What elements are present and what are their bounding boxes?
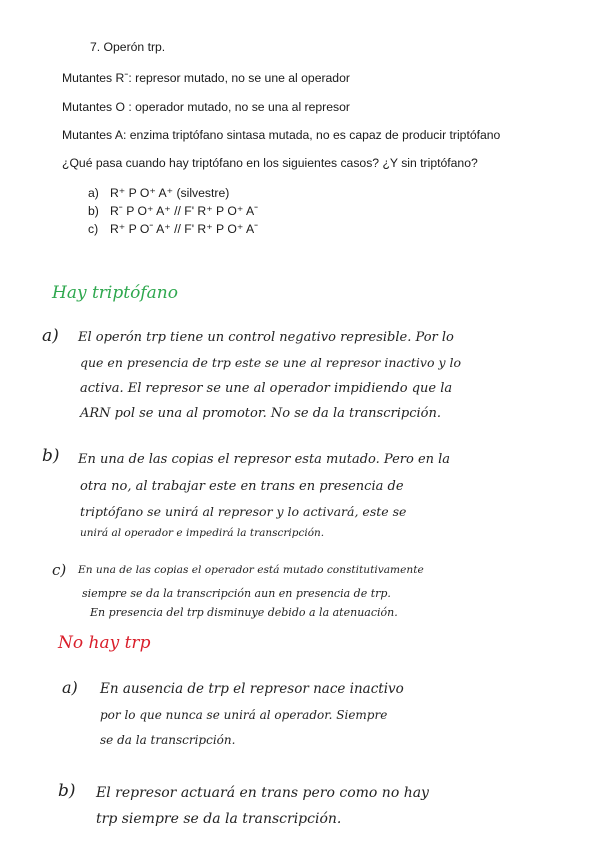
case-a xyxy=(88,186,229,200)
case-b xyxy=(88,204,258,218)
answer-label-a: a) xyxy=(42,326,59,346)
answer-label-a: a) xyxy=(62,678,78,697)
mutant-o-definition: Mutantes O : operador mutado, no se una al represor xyxy=(62,100,350,114)
answer-line: unirá al operador e impedirá la transcripción. xyxy=(80,527,325,539)
answer-line: trp siempre se da la transcripción. xyxy=(96,811,342,827)
heading-no-hay-trp: No hay trp xyxy=(58,633,151,653)
answer-label-b: b) xyxy=(58,781,76,801)
answer-line: El operón trp tiene un control negativo represible. Por lo xyxy=(78,330,454,345)
case-label: c) xyxy=(88,222,99,236)
answer-line: El represor actuará en trans pero como no hay xyxy=(96,785,429,801)
answer-label-c: c) xyxy=(52,561,67,579)
case-genotype: R⁺ P O⁺ A⁺ (silvestre) xyxy=(110,186,230,200)
mutant-a-definition: Mutantes A: enzima triptófano sintasa mutada, no es capaz de producir triptófano xyxy=(62,128,501,142)
question-text: ¿Qué pasa cuando hay triptófano en los siguientes casos? ¿Y sin triptófano? xyxy=(62,156,478,170)
answer-line: En una de las copias el represor esta mutado. Pero en la xyxy=(78,452,451,467)
case-genotype: Rˉ P O⁺ A⁺ // F' R⁺ P O⁺ Aˉ xyxy=(110,204,259,218)
mutant-r-definition: Mutantes Rˉ: represor mutado, no se une al operador xyxy=(62,71,350,85)
answer-line: por lo que nunca se unirá al operador. Siempre xyxy=(100,708,388,722)
question-title: 7. Operón trp. xyxy=(90,40,166,54)
case-c xyxy=(88,222,258,236)
answer-line: se da la transcripción. xyxy=(100,733,236,747)
case-genotype: R⁺ P Oˉ A⁺ // F' R⁺ P O⁺ Aˉ xyxy=(110,222,259,236)
answer-line: ARN pol se una al promotor. No se da la transcripción. xyxy=(80,406,441,421)
answer-line: En una de las copias el operador está mutado constitutivamente xyxy=(78,564,424,576)
answer-line: siempre se da la transcripción aun en presencia de trp. xyxy=(82,587,391,600)
heading-hay-triptofano: Hay triptófano xyxy=(52,283,178,303)
answer-line: En ausencia de trp el represor nace inactivo xyxy=(100,681,404,697)
case-label: a) xyxy=(88,186,99,200)
answer-line: que en presencia de trp este se une al represor inactivo y lo xyxy=(80,355,462,370)
case-label: b) xyxy=(88,204,99,218)
answer-label-b: b) xyxy=(42,446,60,466)
answer-line: activa. El represor se une al operador impidiendo que la xyxy=(80,381,453,396)
answer-line: otra no, al trabajar este en trans en presencia de xyxy=(80,479,404,494)
answer-line: triptófano se unirá al represor y lo activará, este se xyxy=(80,504,407,519)
answer-line: En presencia del trp disminuye debido a la atenuación. xyxy=(90,606,398,619)
